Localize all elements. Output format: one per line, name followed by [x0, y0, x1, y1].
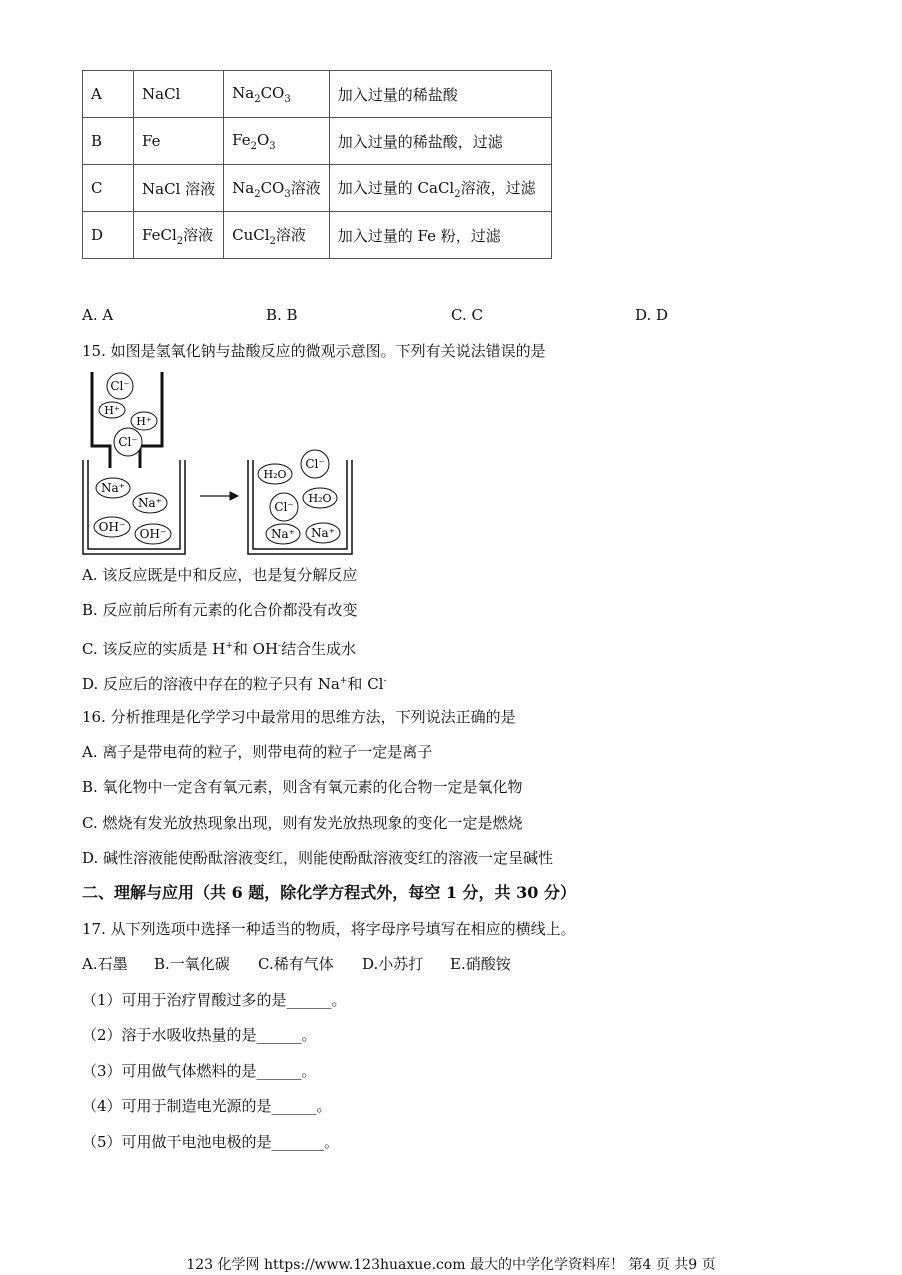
- q14-option-d[interactable]: D. D: [635, 306, 669, 324]
- choice-a: A.石墨: [82, 955, 128, 973]
- q17-stem: 17. 从下列选项中选择一种适当的物质，将字母序号填写在相应的横线上。: [82, 920, 576, 938]
- svg-text:H⁺: H⁺: [136, 415, 152, 428]
- substance-cell: Fe: [134, 118, 224, 165]
- table-row: [83, 71, 552, 118]
- q15-option-a[interactable]: A. 该反应既是中和反应，也是复分解反应: [82, 566, 358, 584]
- substance-cell: NaCl: [134, 71, 224, 118]
- ion-h: [131, 412, 157, 430]
- q16-option-c[interactable]: C. 燃烧有发光放热现象出现，则有发光放热现象的变化一定是燃烧: [82, 814, 523, 832]
- table-row: [83, 118, 552, 165]
- table-row: [83, 165, 552, 212]
- options-table: [82, 70, 552, 259]
- ion-na: [306, 523, 340, 543]
- q14-option-c[interactable]: C. C: [451, 306, 483, 324]
- ion-na: [133, 493, 167, 513]
- q15-option-d[interactable]: D. 反应后的溶液中存在的粒子只有 Na+和 Cl-: [82, 675, 387, 693]
- svg-text:Na⁺: Na⁺: [311, 526, 335, 540]
- q17-item-2[interactable]: （2）溶于水吸收热量的是______。: [82, 1026, 317, 1044]
- ion-cl: [107, 373, 133, 399]
- q17-item-3[interactable]: （3）可用做气体燃料的是______。: [82, 1062, 317, 1080]
- ion-cl: [301, 450, 329, 478]
- svg-text:Cl⁻: Cl⁻: [305, 457, 325, 471]
- svg-text:H₂O: H₂O: [308, 492, 332, 505]
- q16-option-d[interactable]: D. 碱性溶液能使酚酞溶液变红，则能使酚酞溶液变红的溶液一定呈碱性: [82, 849, 554, 867]
- impurity-cell: $Fe_2O_3$: [224, 118, 330, 165]
- svg-text:Na⁺: Na⁺: [101, 481, 125, 495]
- option-letter: D: [83, 212, 134, 259]
- q14-option-b[interactable]: B. B: [266, 306, 298, 324]
- substance-cell: FeCl$_2$溶液: [134, 212, 224, 259]
- q14-option-a[interactable]: A. A: [82, 306, 114, 324]
- q17-item-5[interactable]: （5）可用做干电池电极的是_______。: [82, 1133, 340, 1151]
- choice-c: C.稀有气体: [258, 955, 334, 973]
- reaction-diagram: [80, 368, 370, 560]
- q15-stem: 15. 如图是氢氧化钠与盐酸反应的微观示意图。下列有关说法错误的是: [82, 342, 546, 360]
- choice-d: D.小苏打: [362, 955, 424, 973]
- method-cell: 加入过量的 Fe 粉，过滤: [329, 212, 551, 259]
- method-cell: 加入过量的稀盐酸，过滤: [329, 118, 551, 165]
- svg-text:Na⁺: Na⁺: [138, 496, 162, 510]
- substance-cell: NaCl 溶液: [134, 165, 224, 212]
- molecule-h2o: [303, 488, 337, 508]
- molecule-h2o: [258, 464, 292, 484]
- method-cell: 加入过量的 CaCl$_2$溶液，过滤: [329, 165, 551, 212]
- choice-b: B.一氧化碳: [154, 955, 230, 973]
- svg-text:Cl⁻: Cl⁻: [274, 500, 294, 514]
- svg-text:Na⁺: Na⁺: [271, 527, 295, 541]
- option-letter: A: [83, 71, 134, 118]
- q15-option-c[interactable]: C. 该反应的实质是 H+和 OH-结合生成水: [82, 640, 357, 658]
- svg-text:OH⁻: OH⁻: [98, 520, 126, 534]
- impurity-cell: $Na_2CO_3$: [224, 71, 330, 118]
- ion-cl: [114, 428, 142, 456]
- ion-h: [99, 402, 125, 418]
- ion-na: [266, 524, 300, 544]
- ion-na: [96, 478, 130, 498]
- q17-item-4[interactable]: （4）可用于制造电光源的是______。: [82, 1097, 332, 1115]
- svg-text:Cl⁻: Cl⁻: [118, 435, 138, 449]
- choice-e: E.硝酸铵: [450, 955, 511, 973]
- table-row: [83, 212, 552, 259]
- q16-option-b[interactable]: B. 氧化物中一定含有氧元素，则含有氧元素的化合物一定是氧化物: [82, 778, 523, 796]
- page-footer: 123 化学网 https://www.123huaxue.com 最大的中学化学资料库！ 第4 页 共9 页: [186, 1257, 716, 1273]
- svg-text:H₂O: H₂O: [263, 468, 287, 481]
- impurity-cell: $Na_2CO_3$溶液: [224, 165, 330, 212]
- q17-item-1[interactable]: （1）可用于治疗胃酸过多的是______。: [82, 991, 347, 1009]
- q15-option-b[interactable]: B. 反应前后所有元素的化合价都没有改变: [82, 601, 358, 619]
- svg-text:Cl⁻: Cl⁻: [110, 379, 130, 393]
- q16-option-a[interactable]: A. 离子是带电荷的粒子，则带电荷的粒子一定是离子: [82, 743, 433, 761]
- impurity-cell: CuCl$_2$溶液: [224, 212, 330, 259]
- ion-oh: [94, 517, 130, 537]
- arrow-right-icon: [200, 492, 238, 500]
- q16-stem: 16. 分析推理是化学学习中最常用的思维方法，下列说法正确的是: [82, 708, 516, 726]
- svg-text:H⁺: H⁺: [104, 404, 120, 417]
- option-letter: C: [83, 165, 134, 212]
- method-cell: 加入过量的稀盐酸: [329, 71, 551, 118]
- section-heading: 二、理解与应用（共 6 题，除化学方程式外，每空 1 分，共 30 分）: [82, 883, 576, 902]
- svg-text:OH⁻: OH⁻: [139, 527, 167, 541]
- ion-cl: [270, 493, 298, 521]
- ion-oh: [135, 524, 171, 544]
- option-letter: B: [83, 118, 134, 165]
